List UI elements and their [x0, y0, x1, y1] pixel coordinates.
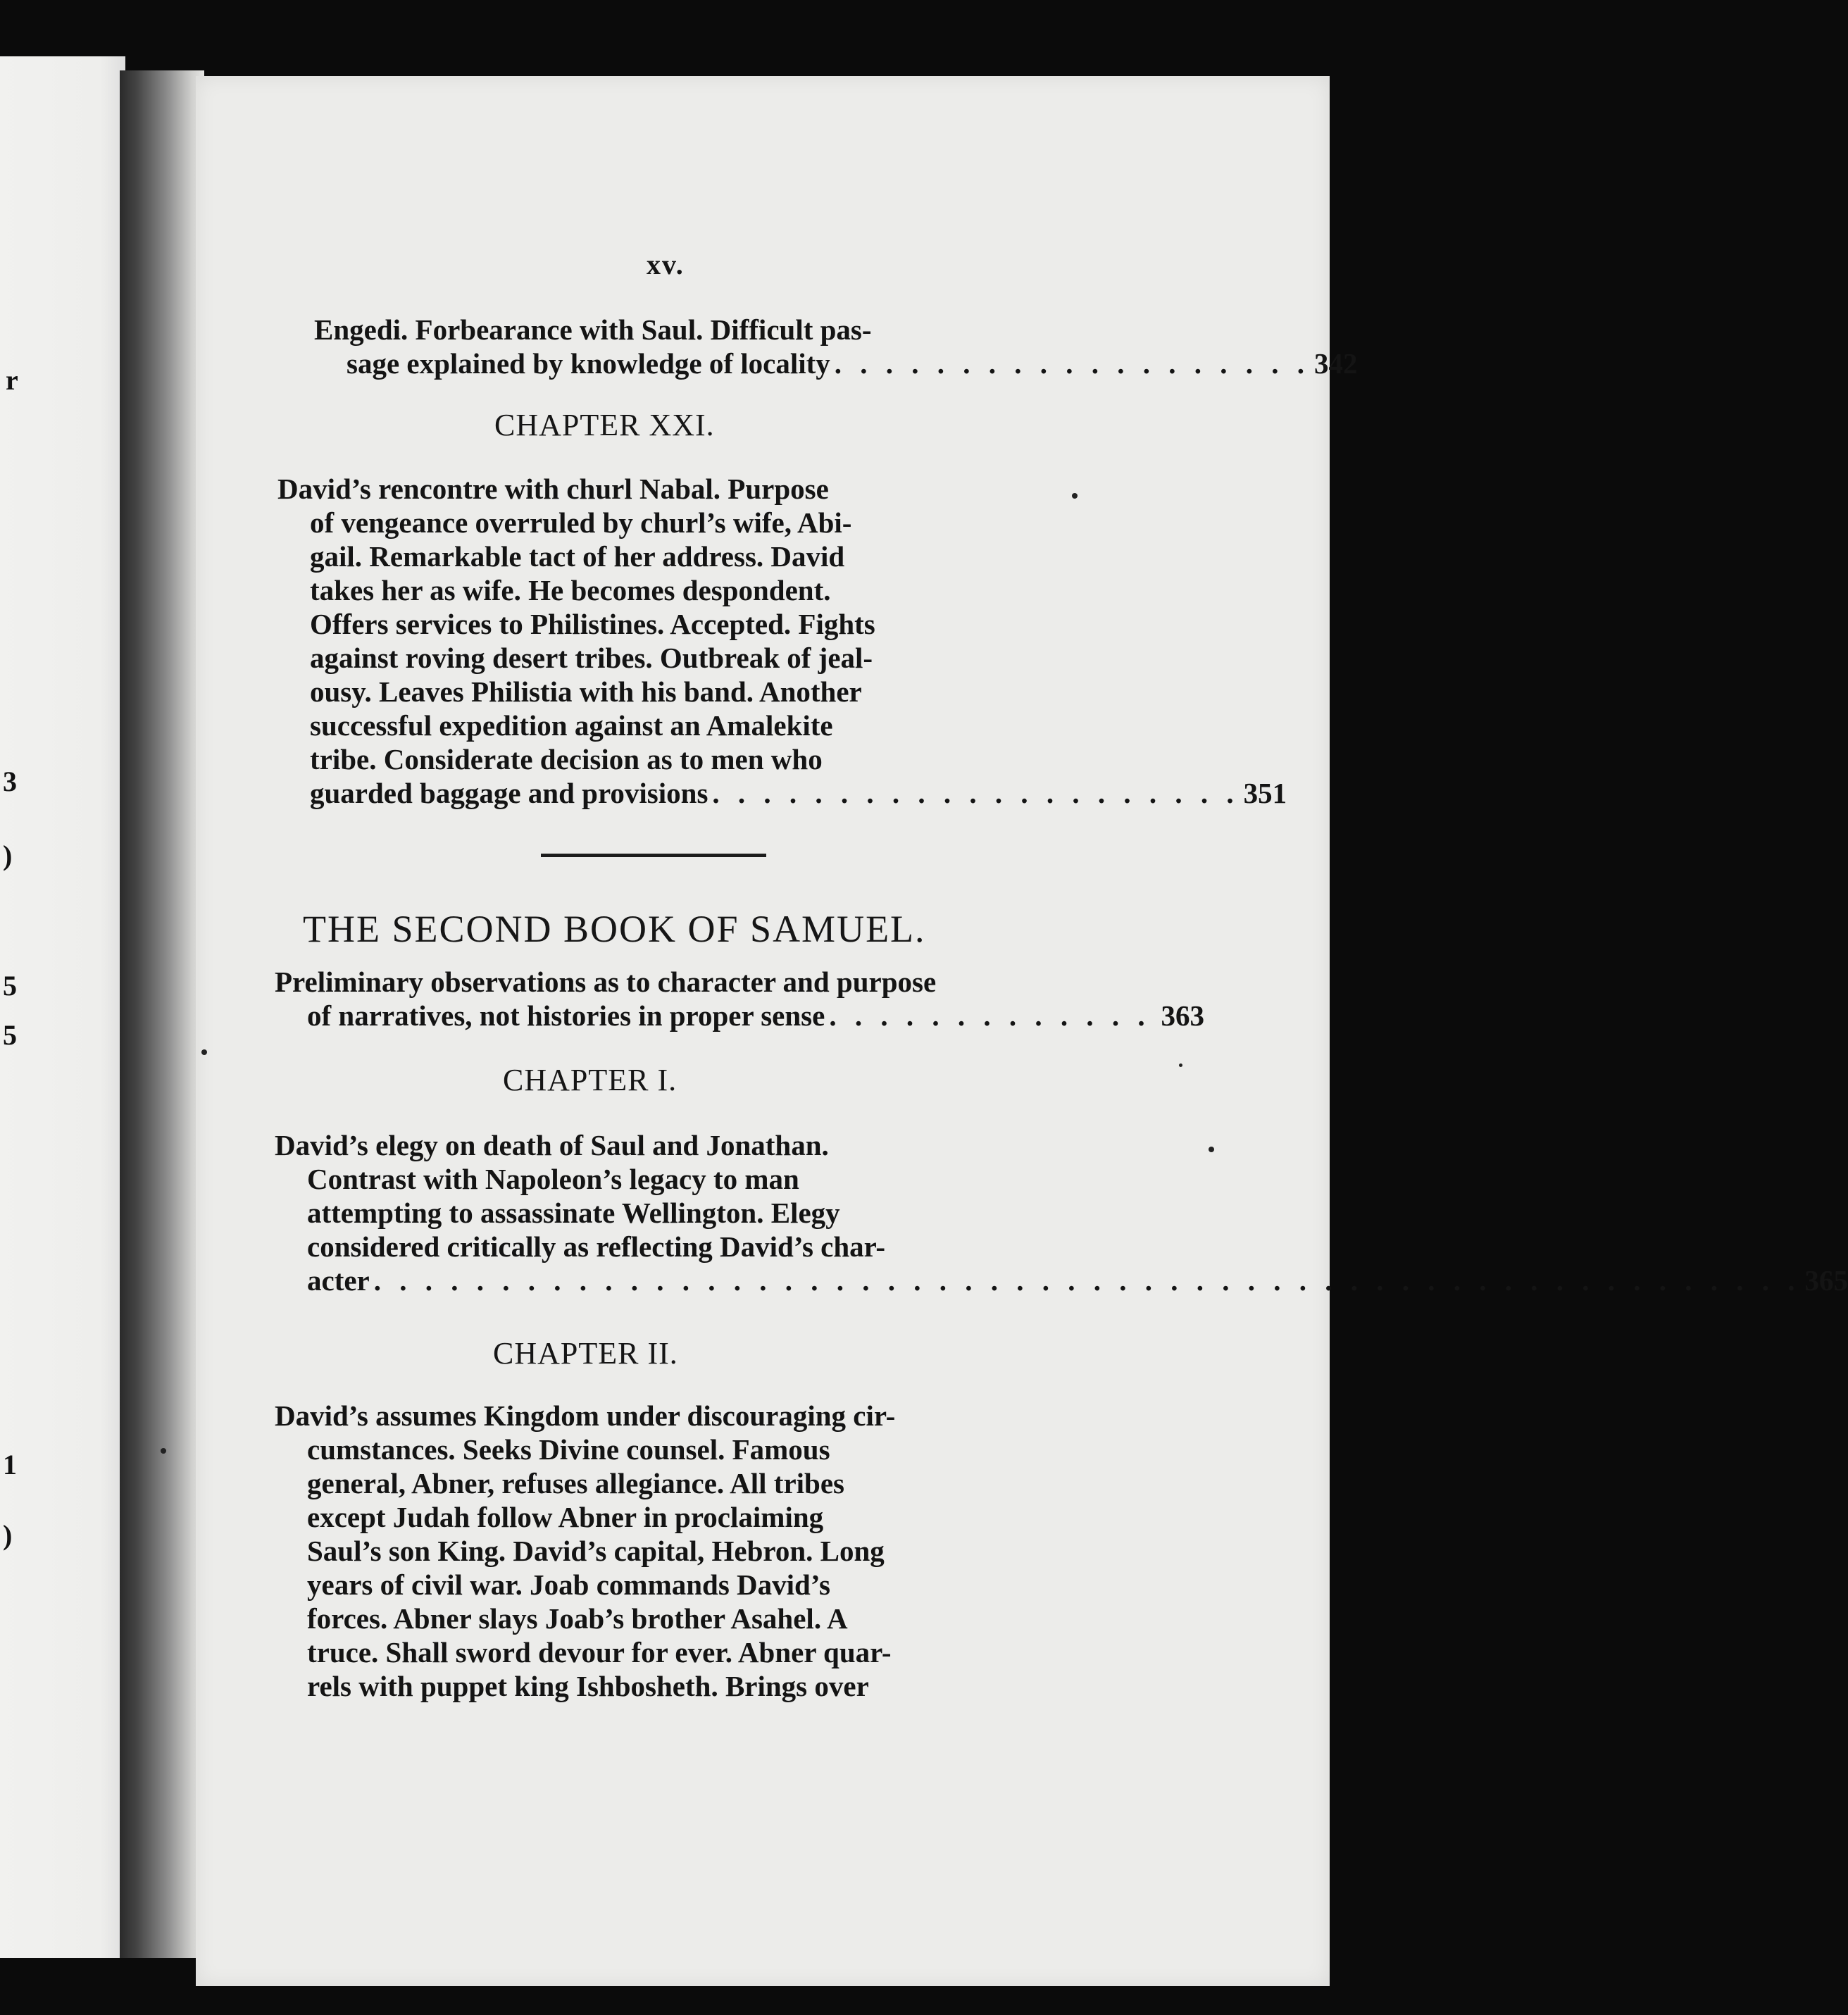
dot-leader: . . . . . . . . . . . . . — [829, 999, 1151, 1032]
toc-entry-line: Preliminary observations as to character and purpose — [275, 966, 937, 998]
toc-entry-chapter-ii — [275, 1399, 1190, 1703]
toc-entry-line: David’s rencontre with churl Nabal. Purpose — [277, 473, 829, 505]
toc-entry-line: Offers services to Philistines. Accepted. Fights — [310, 608, 875, 640]
section-divider — [541, 854, 766, 857]
left-page-fragment: 5 — [3, 1019, 17, 1051]
toc-entry-line: tribe. Considerate decision as to men who — [310, 743, 823, 775]
scan-speck — [1209, 1147, 1214, 1152]
book-title: THE SECOND BOOK OF SAMUEL. — [303, 908, 926, 950]
toc-entry-line: takes her as wife. He becomes despondent. — [310, 574, 831, 606]
dot-leader: . . . . . . . . . . . . . . . . . . . — [834, 347, 1311, 380]
left-page-fragment: r — [6, 364, 18, 396]
left-page-fragment: 5 — [3, 970, 17, 1002]
scan-speck — [161, 1448, 166, 1454]
toc-entry-line: against roving desert tribes. Outbreak of jeal- — [310, 642, 873, 674]
binding-gutter-shadow — [120, 70, 204, 1958]
book-page — [196, 76, 1848, 1986]
toc-entry-line: David’s assumes Kingdom under discouraging cir- — [275, 1399, 896, 1432]
toc-entry-line: except Judah follow Abner in proclaiming — [307, 1501, 824, 1533]
toc-entry-line: Contrast with Napoleon’s legacy to man — [307, 1163, 799, 1195]
page-ref: 342 — [1314, 347, 1358, 380]
toc-entry-engedi — [314, 313, 1358, 380]
toc-entry-line — [275, 1264, 1848, 1297]
previous-page-edge — [0, 56, 125, 1958]
toc-entry-line: Engedi. Forbearance with Saul. Difficult pas- — [314, 313, 872, 346]
toc-entry-text: guarded baggage and provisions — [310, 777, 708, 809]
toc-entry-line — [314, 347, 1358, 380]
toc-entry-chapter-i — [275, 1128, 1848, 1297]
left-page-fragment: ) — [3, 1519, 13, 1551]
toc-entry-text: sage explained by knowledge of locality — [346, 347, 830, 380]
toc-entry-line: successful expedition against an Amalekite — [310, 709, 833, 742]
toc-entry-line: David’s elegy on death of Saul and Jonathan. — [275, 1129, 829, 1161]
scan-speck — [1179, 1063, 1182, 1067]
chapter-heading: CHAPTER I. — [503, 1063, 678, 1097]
toc-entry-preliminary — [275, 965, 1204, 1033]
toc-entry-text: acter — [307, 1264, 370, 1297]
scan-speck — [1072, 493, 1078, 499]
toc-entry-text: of narratives, not histories in proper sense — [307, 999, 825, 1032]
page-ref: 363 — [1161, 999, 1204, 1032]
toc-entry-line: years of civil war. Joab commands David’s — [307, 1568, 830, 1601]
toc-entry-line: forces. Abner slays Joab’s brother Asahel. A — [307, 1602, 848, 1635]
toc-entry-line: Saul’s son King. David’s capital, Hebron. Long — [307, 1535, 885, 1567]
toc-entry-line — [275, 999, 1204, 1033]
scan-speck — [201, 1049, 207, 1055]
toc-entry-line: general, Abner, refuses allegiance. All tribes — [307, 1467, 844, 1499]
dot-leader: . . . . . . . . . . . . . . . . . . . . . — [712, 777, 1240, 809]
toc-entry-line: ousy. Leaves Philistia with his band. Another — [310, 675, 862, 708]
chapter-heading: CHAPTER II. — [493, 1336, 678, 1371]
toc-entry-line: considered critically as reflecting David’s char- — [307, 1230, 885, 1263]
left-page-fragment: 1 — [3, 1449, 17, 1480]
toc-entry-line: cumstances. Seeks Divine counsel. Famous — [307, 1433, 830, 1466]
toc-entry-line: truce. Shall sword devour for ever. Abner quar- — [307, 1636, 892, 1668]
page-number: xv. — [647, 249, 685, 280]
left-page-fragment: 3 — [3, 766, 17, 797]
toc-entry-line: of vengeance overruled by churl’s wife, Abi- — [310, 506, 852, 539]
toc-entry-line — [277, 776, 1287, 810]
toc-entry-line: rels with puppet king Ishbosheth. Brings over — [307, 1670, 869, 1702]
toc-entry-chapter-xxi — [277, 472, 1287, 810]
page-ref: 351 — [1243, 777, 1287, 809]
chapter-heading: CHAPTER XXI. — [494, 408, 715, 442]
dot-leader: . . . . . . . . . . . . . . . . . . . . . . . . . . . . . . . . . . . . . . . . . . . . . . . . . . . . . . . . — [373, 1264, 1801, 1297]
toc-entry-line: gail. Remarkable tact of her address. David — [310, 540, 845, 573]
toc-entry-line: attempting to assassinate Wellington. Elegy — [307, 1197, 840, 1229]
page-ref: 365 — [1804, 1264, 1848, 1297]
left-page-fragment: ) — [3, 840, 13, 871]
